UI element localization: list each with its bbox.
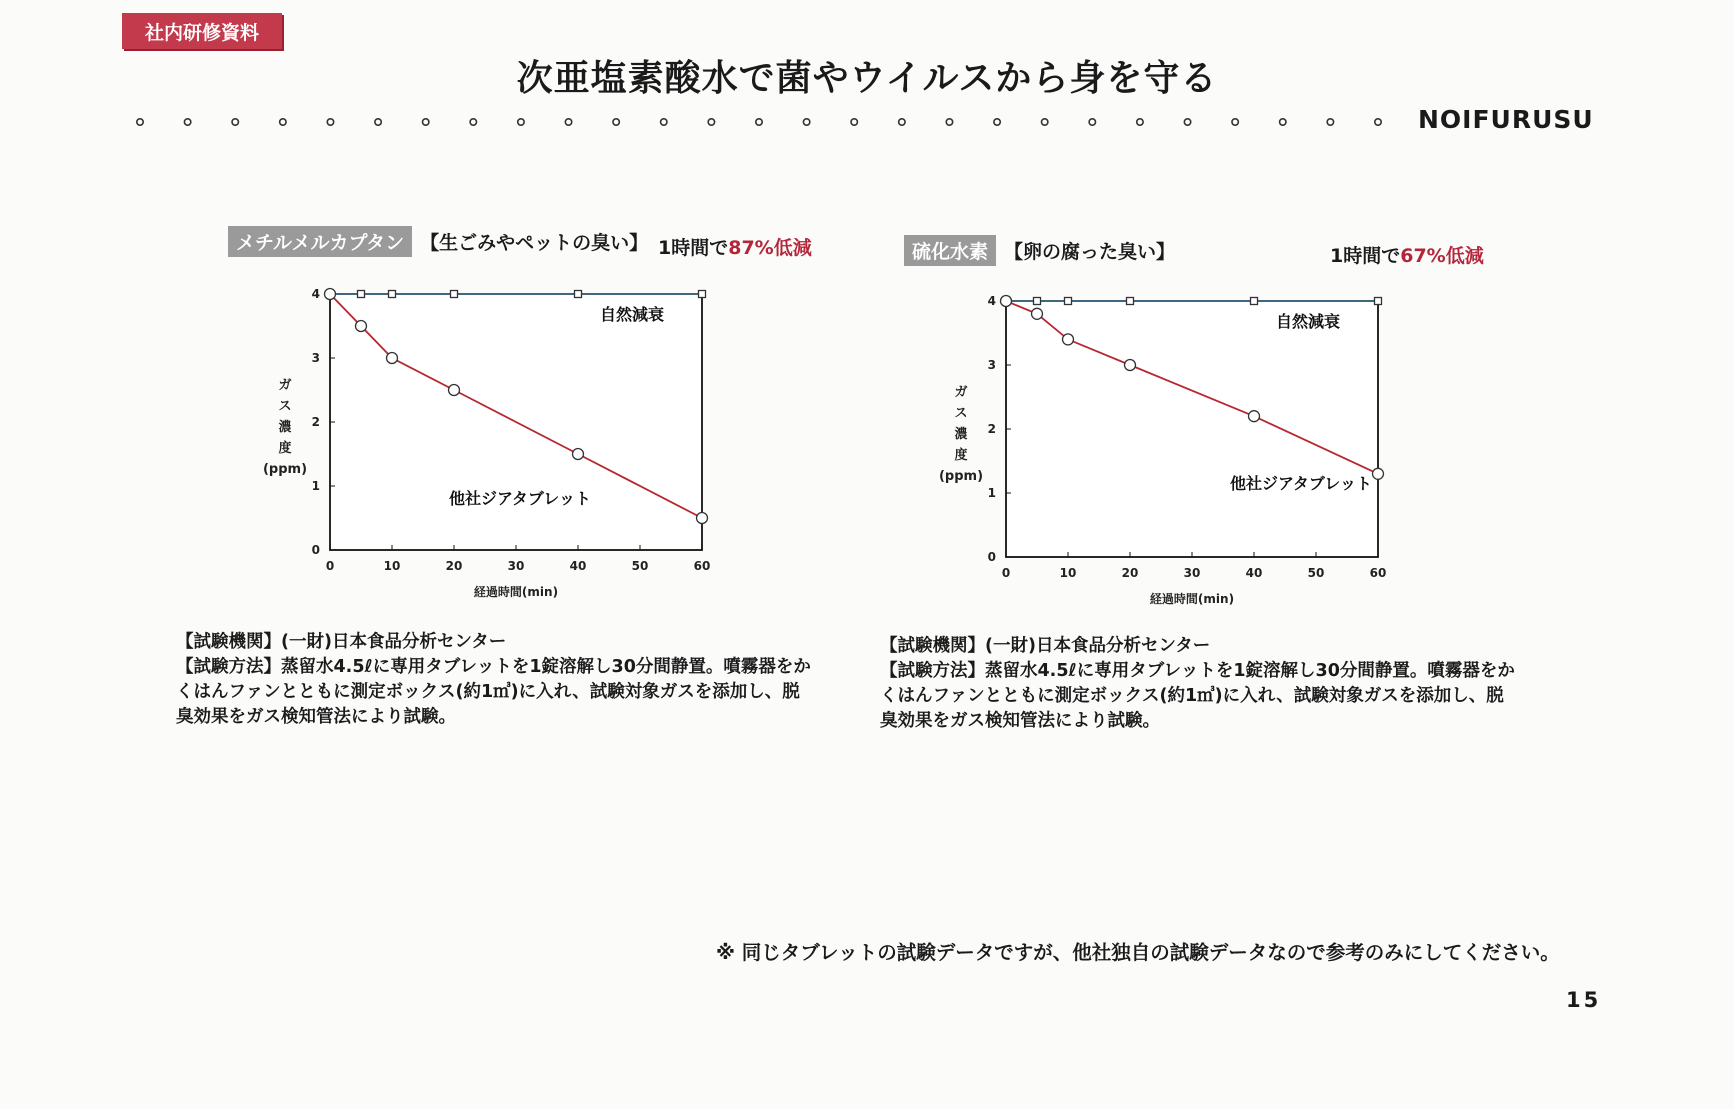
natural-decay-point — [575, 291, 582, 298]
reduction-prefix: 1時間で — [1330, 245, 1401, 267]
y-tick-label: 0 — [987, 550, 996, 564]
x-tick-label: 40 — [569, 559, 587, 573]
chart1-plot — [260, 280, 730, 610]
y-axis-label-char: 濃 — [278, 420, 292, 435]
doc-label: 社内研修資料 — [122, 13, 282, 49]
chart2-plot — [936, 287, 1406, 617]
divider-dot — [994, 119, 1000, 125]
y-axis-label-char: 濃 — [954, 427, 968, 442]
divider-dot — [661, 119, 667, 125]
divider-dot — [1041, 119, 1047, 125]
tablet-point — [1125, 360, 1136, 371]
y-axis-label-char: ガ — [278, 378, 292, 393]
y-axis-label-char: ス — [278, 399, 292, 414]
natural-decay-point — [1034, 298, 1041, 305]
tablet-point — [1032, 308, 1043, 319]
x-tick-label: 20 — [1121, 566, 1139, 580]
divider-dot — [708, 119, 714, 125]
x-tick-label: 60 — [1369, 566, 1387, 580]
chart1-reduction — [658, 233, 812, 260]
x-tick-label: 50 — [1307, 566, 1325, 580]
y-tick-label: 2 — [987, 422, 996, 436]
gas-tag: メチルメルカプタン — [228, 226, 412, 257]
divider-dot — [1089, 119, 1095, 125]
tablet-point — [573, 449, 584, 460]
annotation-natural-decay: 自然減衰 — [1275, 312, 1340, 331]
chart2-reduction — [1330, 241, 1484, 268]
x-axis-label: 経過時間(min) — [473, 585, 559, 599]
y-tick-label: 4 — [311, 287, 320, 301]
divider-dot — [137, 119, 143, 125]
tablet-point — [449, 385, 460, 396]
tablet-point — [356, 321, 367, 332]
x-tick-label: 0 — [1001, 566, 1011, 580]
y-tick-label: 3 — [311, 351, 320, 365]
divider-dot — [518, 119, 524, 125]
natural-decay-point — [1065, 298, 1072, 305]
annotation-tablet: 他社ジアタブレット — [1229, 474, 1373, 493]
divider-dot — [946, 119, 952, 125]
y-tick-label: 4 — [987, 294, 996, 308]
x-axis-label: 経過時間(min) — [1149, 592, 1235, 606]
divider-dot — [1280, 119, 1286, 125]
natural-decay-point — [1127, 298, 1134, 305]
divider-dot — [232, 119, 238, 125]
y-tick-label: 1 — [311, 479, 320, 493]
x-tick-label: 60 — [693, 559, 711, 573]
y-axis-label-char: ス — [954, 406, 968, 421]
natural-decay-point — [699, 291, 706, 298]
divider-dot — [613, 119, 619, 125]
y-tick-label: 2 — [311, 415, 320, 429]
natural-decay-point — [1251, 298, 1258, 305]
brand-name: NOIFURUSU — [1418, 105, 1594, 134]
reduction-percent: 67%低減 — [1400, 245, 1484, 267]
divider-dot — [327, 119, 333, 125]
natural-decay-point — [389, 291, 396, 298]
x-tick-label: 30 — [1183, 566, 1201, 580]
divider-dot — [280, 119, 286, 125]
y-axis-label-char: (ppm) — [938, 469, 984, 484]
divider-dot — [803, 119, 809, 125]
x-tick-label: 30 — [507, 559, 525, 573]
x-tick-label: 10 — [383, 559, 401, 573]
divider-dot — [184, 119, 190, 125]
page-number: 15 — [1566, 988, 1602, 1012]
x-tick-label: 20 — [445, 559, 463, 573]
test-method: 【試験方法】蒸留水4.5ℓに専用タブレットを1錠溶解し30分間静置。噴霧器をかくはんファンとともに測定ボックス(約1㎥)に入れ、試験対象ガスを添加し、脱臭効果をガス検知管法により試験。 — [176, 657, 811, 727]
divider-dot — [851, 119, 857, 125]
test-method: 【試験方法】蒸留水4.5ℓに専用タブレットを1錠溶解し30分間静置。噴霧器をかくはんファンとともに測定ボックス(約1㎥)に入れ、試験対象ガスを添加し、脱臭効果をガス検知管法により試験。 — [880, 661, 1515, 731]
tablet-point — [1373, 468, 1384, 479]
footnote: ※ 同じタブレットの試験データですが、他社独自の試験データなので参考のみにしてください。 — [716, 941, 1560, 964]
natural-decay-point — [1375, 298, 1382, 305]
divider-dot — [1232, 119, 1238, 125]
x-tick-label: 0 — [325, 559, 335, 573]
natural-decay-point — [358, 291, 365, 298]
tablet-point — [697, 513, 708, 524]
test-institution: 【試験機関】(一財)日本食品分析センター — [880, 636, 1211, 656]
divider-dot — [1137, 119, 1143, 125]
chart1-header — [228, 226, 648, 256]
y-tick-label: 1 — [987, 486, 996, 500]
annotation-natural-decay: 自然減衰 — [599, 305, 664, 324]
x-tick-label: 50 — [631, 559, 649, 573]
y-tick-label: 3 — [987, 358, 996, 372]
divider-dot — [899, 119, 905, 125]
y-axis-label-char: 度 — [954, 448, 968, 463]
tablet-point — [1063, 334, 1074, 345]
gas-tag: 硫化水素 — [904, 235, 996, 266]
test-notes-right — [880, 634, 1520, 734]
divider-dot — [1327, 119, 1333, 125]
divider-dot — [422, 119, 428, 125]
divider-dot — [1375, 119, 1381, 125]
reduction-prefix: 1時間で — [658, 237, 729, 259]
plot-frame — [1006, 301, 1378, 557]
page-title: 次亜塩素酸水で菌やウイルスから身を守る — [516, 58, 1218, 99]
dotted-divider — [134, 112, 1384, 132]
divider-dot — [1184, 119, 1190, 125]
x-tick-label: 40 — [1245, 566, 1263, 580]
annotation-tablet: 他社ジアタブレット — [448, 489, 592, 508]
odor-label: 【卵の腐った臭い】 — [1004, 240, 1176, 263]
tablet-point — [1249, 411, 1260, 422]
x-tick-label: 10 — [1059, 566, 1077, 580]
divider-dot — [470, 119, 476, 125]
tablet-point — [1001, 296, 1012, 307]
tablet-point — [387, 353, 398, 364]
y-axis-label-char: ガ — [954, 385, 968, 400]
y-axis-label-char: (ppm) — [262, 462, 308, 477]
divider-dot — [756, 119, 762, 125]
y-tick-label: 0 — [311, 543, 320, 557]
reduction-percent: 87%低減 — [728, 237, 812, 259]
odor-label: 【生ごみやペットの臭い】 — [420, 231, 649, 254]
divider-dot — [375, 119, 381, 125]
tablet-point — [325, 289, 336, 300]
y-axis-label-char: 度 — [278, 441, 292, 456]
test-notes-left — [176, 630, 816, 730]
chart2-header — [904, 235, 1175, 265]
test-institution: 【試験機関】(一財)日本食品分析センター — [176, 632, 507, 652]
divider-dot — [565, 119, 571, 125]
natural-decay-point — [451, 291, 458, 298]
